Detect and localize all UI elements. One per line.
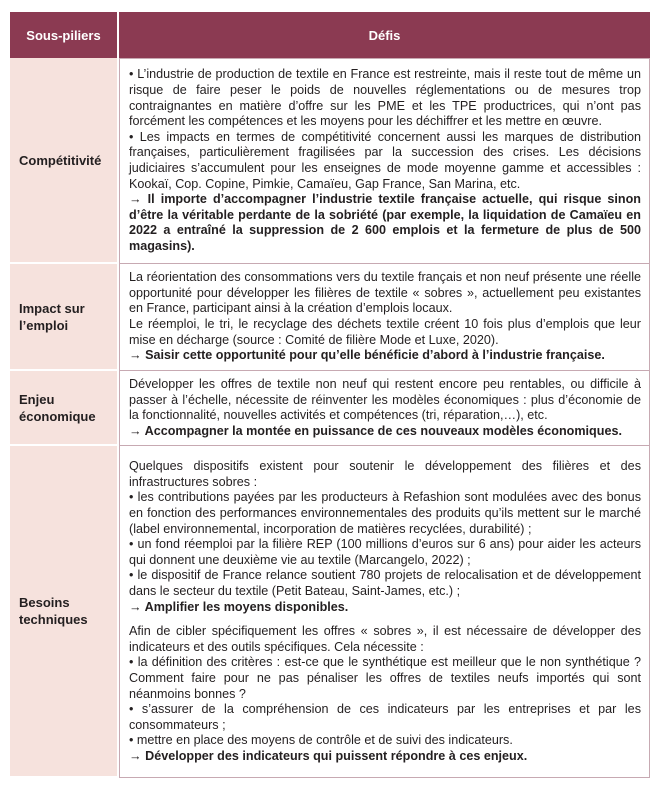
paragraph: Afin de cibler spécifiquement les offres « sobres », il est nécessaire de développer des indicateurs et des outils spécifiques. Cela nécessite : <box>129 624 641 654</box>
paragraph: • un fond réemploi par la filière REP (100 millions d’euros sur 6 ans) pour aider les acteurs qui donnent une deuxième vie au textile (Marcangelo, 2022) ; <box>129 537 641 567</box>
row-content-competitivite <box>119 58 650 264</box>
paragraph: • s’assurer de la compréhension de ces indicateurs par les entreprises et par les consommateurs ; <box>129 702 641 732</box>
conclusion: → Accompagner la montée en puissance de ces nouveaux modèles économiques. <box>129 423 622 438</box>
row-content-besoins-techniques <box>119 446 650 778</box>
row-label-besoins-techniques: Besoins techniques <box>10 446 119 778</box>
conclusion: → Il importe d’accompagner l’industrie textile française actuelle, qui risque sinon d’être la véritable perdante de la sobriété (par exemple, la liquidation de Camaïeu en 2022 a entraîné la suppression de 2 600 emplois et la fermeture de plus de 500 magasins). <box>129 192 641 253</box>
table-header-row <box>10 12 650 58</box>
paragraph: • les contributions payées par les producteurs à Refashion sont modulées avec des bonus en fonction des performances environnementales des produits qu’ils mettent sur le marché (label environnemental, incorporation de matières recyclées, durabilité) ; <box>129 490 641 536</box>
paragraph: • la définition des critères : est-ce que le synthétique est meilleur que le non synthétique ? Comment faire pour ne pas pénaliser les offres de textiles neufs importés qui sont néanmoins bonnes ? <box>129 655 641 701</box>
paragraph: Quelques dispositifs existent pour soutenir le développement des filières et des infrastructures sobres : <box>129 459 641 489</box>
paragraph: • L’industrie de production de textile en France est restreinte, mais il reste tout de même un risque de faire peser le poids de nouvelles réglementations ou de mesures trop contraignantes en matière d’offre sur les PME et les TPE productrices, qui n’ont pas forcément les compétences et les moyens pour les déchiffrer et les mettre en œuvre. <box>129 67 641 129</box>
paragraph: La réorientation des consommations vers du textile français et non neuf présente une réelle opportunité pour développer les filières de textile « sobres », actuellement peu existantes en France, participant ainsi à la création d’emplois locaux. <box>129 270 641 316</box>
conclusion: → Saisir cette opportunité pour qu’elle bénéficie d’abord à l’industrie française. <box>129 348 605 363</box>
row-label-enjeu-economique: Enjeu économique <box>10 371 119 446</box>
row-label-competitivite: Compétitivité <box>10 58 119 264</box>
spacer <box>129 615 641 624</box>
challenges-table <box>10 12 650 778</box>
paragraph: Le réemploi, le tri, le recyclage des déchets textile créent 10 fois plus d’emplois que leur mise en décharge (source : Comité de filière Mode et Luxe, 2020). <box>129 317 641 347</box>
challenges-table-container <box>10 12 650 778</box>
header-defis: Défis <box>119 12 650 58</box>
row-label-impact-emploi: Impact sur l’emploi <box>10 264 119 371</box>
conclusion: → Amplifier les moyens disponibles. <box>129 599 349 614</box>
table-row <box>10 264 650 371</box>
paragraph: Développer les offres de textile non neuf qui restent encore peu rentables, ou difficile à passer à l’échelle, nécessite de réinventer les modèles économiques : plus d’économie de la fonctionnalité, nouvelles activités et compétences (tri, réparation,…), etc. <box>129 377 641 423</box>
table-row <box>10 446 650 778</box>
paragraph: • le dispositif de France relance soutient 780 projets de relocalisation et de développement dans le secteur du textile (Petit Bateau, Saint-James, etc.) ; <box>129 568 641 598</box>
row-content-enjeu-economique <box>119 371 650 446</box>
table-row <box>10 371 650 446</box>
header-sous-piliers: Sous-piliers <box>10 12 119 58</box>
paragraph: • mettre en place des moyens de contrôle et de suivi des indicateurs. <box>129 733 513 748</box>
conclusion: → Développer des indicateurs qui puissent répondre à ces enjeux. <box>129 748 528 763</box>
table-row <box>10 58 650 264</box>
paragraph: • Les impacts en termes de compétitivité concernent aussi les marques de distribution françaises, particulièrement fragilisées par la succession des crises. Les décisions judiciaires s’accumulent pour les enseignes de mode moyenne gamme et accessibles : Kookaï, Cop. Copine, Pimkie, Camaïeu, Gap France, San Marina, etc. <box>129 129 641 191</box>
row-content-impact-emploi <box>119 264 650 371</box>
